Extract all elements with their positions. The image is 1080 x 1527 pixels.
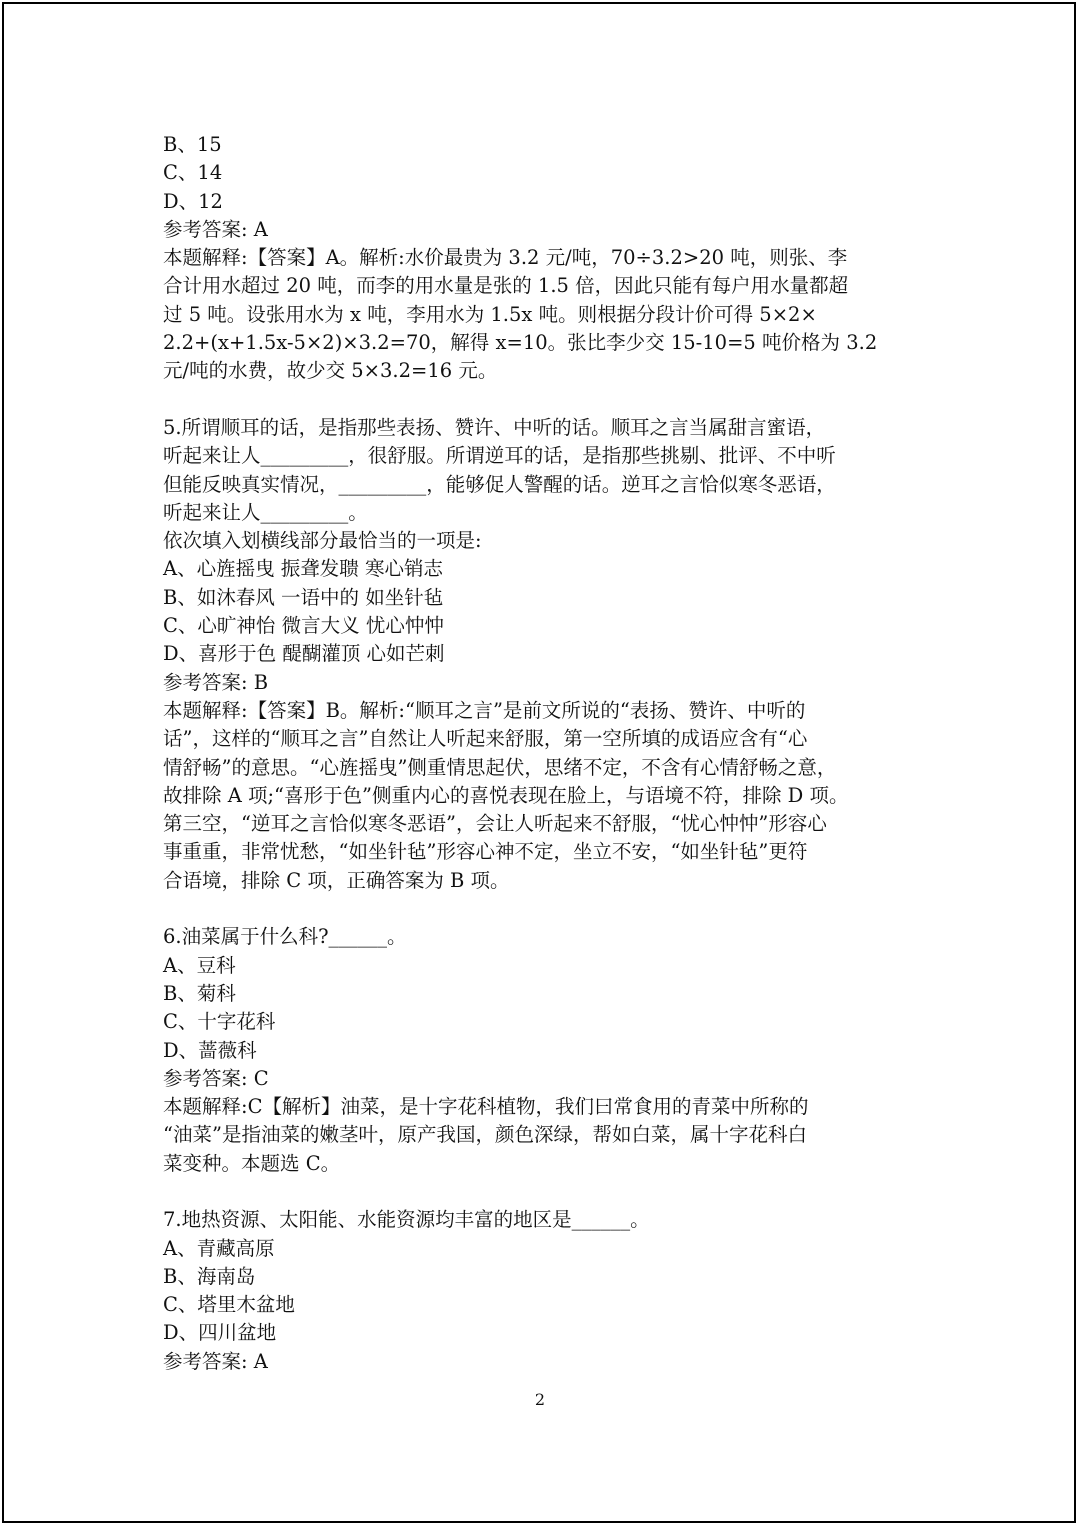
- question-prompt: 依次填入划横线部分最恰当的一项是:: [163, 529, 482, 553]
- question-7: [163, 1206, 923, 1376]
- spacer: [163, 1178, 923, 1206]
- explanation-line: 本题解释:【答案】A。解析:水价最贵为 3.2 元/吨，70÷3.2>20 吨，则张、李: [163, 246, 848, 270]
- document-body: [163, 131, 923, 1376]
- option-c: C、心旷神怡 微言大义 忧心忡忡: [163, 614, 444, 638]
- option-c: C、十字花科: [163, 1010, 276, 1034]
- explanation-line: 故排除 A 项;“喜形于色”侧重内心的喜悦表现在脸上，与语境不符，排除 D 项。: [163, 783, 849, 807]
- question-4-tail: [163, 131, 923, 386]
- explanation-line: 本题解释:C【解析】油菜，是十字花科植物，我们曰常食用的青菜中所称的: [163, 1095, 809, 1119]
- explanation-line: 话”，这样的“顺耳之言”自然让人听起来舒服，第一空所填的成语应含有“心: [163, 727, 808, 751]
- question-stem-line: 听起来让人_________，很舒服。所谓逆耳的话，是指那些挑剔、批评、不中听: [163, 444, 836, 468]
- question-stem-line: 5.所谓顺耳的话，是指那些表扬、赞许、中听的话。顺耳之言当属甜言蜜语，: [163, 415, 826, 439]
- explanation-line: 合语境，排除 C 项，正确答案为 B 项。: [163, 868, 510, 892]
- explanation-line: 2.2+(x+1.5x-5×2)×3.2=70，解得 x=10。张比李少交 15-10=5 吨价格为 3.2: [163, 331, 878, 355]
- option-a: A、豆科: [163, 953, 236, 977]
- option-b: B、如沐春风 一语中的 如坐针毡: [163, 585, 444, 609]
- option-b: B、菊科: [163, 981, 236, 1005]
- reference-answer: 参考答案: C: [163, 1066, 269, 1090]
- page-number: 2: [534, 1390, 546, 1409]
- question-stem-line: 听起来让人_________。: [163, 500, 368, 524]
- explanation-line: 菜变种。本题选 C。: [163, 1151, 341, 1175]
- reference-answer: 参考答案: A: [163, 1349, 268, 1373]
- option-a: A、青藏高原: [163, 1236, 275, 1260]
- option-c: C、塔里木盆地: [163, 1293, 295, 1317]
- explanation-line: 过 5 吨。设张用水为 x 吨，李用水为 1.5x 吨。则根据分段计价可得 5×2×: [163, 302, 817, 326]
- option-d: D、蔷薇科: [163, 1038, 257, 1062]
- question-5: [163, 414, 923, 895]
- reference-answer: 参考答案: A: [163, 217, 268, 241]
- explanation-line: 元/吨的水费，故少交 5×3.2=16 元。: [163, 359, 498, 383]
- option-d: D、喜形于色 醍醐灌顶 心如芒刺: [163, 642, 445, 666]
- option-d: D、四川盆地: [163, 1321, 277, 1345]
- explanation-line: “油菜”是指油菜的嫩茎叶，原产我国，颜色深绿，帮如白菜，属十字花科白: [163, 1123, 807, 1147]
- option-d: D、12: [163, 189, 223, 213]
- question-6: [163, 923, 923, 1178]
- reference-answer: 参考答案: B: [163, 670, 269, 694]
- spacer: [163, 386, 923, 414]
- option-a: A、心旌摇曳 振聋发聩 寒心销志: [163, 557, 443, 581]
- question-stem-line: 但能反映真实情况，_________，能够促人警醒的话。逆耳之言恰似寒冬恶语，: [163, 472, 836, 496]
- explanation-line: 情舒畅”的意思。“心旌摇曳”侧重情思起伏，思绪不定，不含有心情舒畅之意，: [163, 755, 837, 779]
- explanation-line: 合计用水超过 20 吨，而李的用水量是张的 1.5 倍，因此只能有每户用水量都超: [163, 274, 849, 298]
- explanation-line: 本题解释:【答案】B。解析:“顺耳之言”是前文所说的“表扬、赞许、中听的: [163, 698, 806, 722]
- option-b: B、海南岛: [163, 1264, 256, 1288]
- option-c: C、14: [163, 161, 223, 185]
- spacer: [163, 895, 923, 923]
- explanation-line: 第三空，“逆耳之言恰似寒冬恶语”，会让人听起来不舒服，“忧心忡忡”形容心: [163, 812, 827, 836]
- option-b: B、15: [163, 133, 222, 156]
- explanation-line: 事重重，非常忧愁，“如坐针毡”形容心神不定，坐立不安，“如坐针毡”更符: [163, 840, 808, 864]
- question-stem-line: 6.油菜属于什么科?______。: [163, 925, 407, 949]
- question-stem-line: 7.地热资源、太阳能、水能资源均丰富的地区是______。: [163, 1208, 650, 1232]
